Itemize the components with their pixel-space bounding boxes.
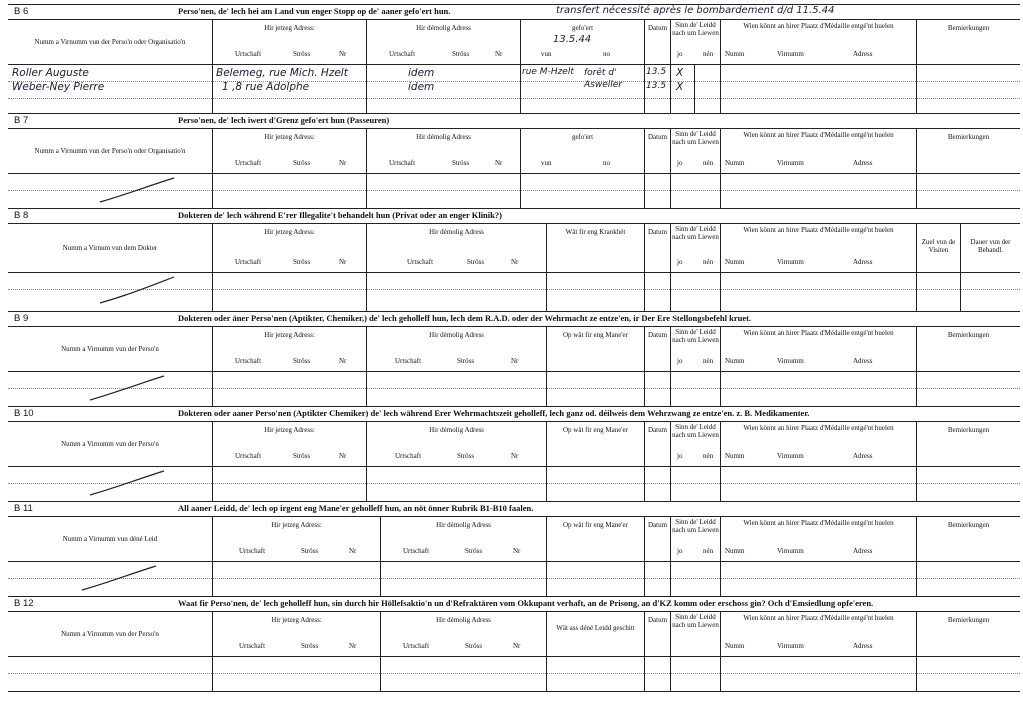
nr-label: Nr: [513, 547, 521, 555]
remarks-header: Bemierkungen: [947, 521, 990, 529]
demolished-address-header: Hir démolig Adress: [416, 133, 471, 141]
current-address-header: Hir jetzeg Adress:: [271, 521, 322, 529]
date-header: Datum: [647, 228, 668, 236]
manner-header: Op wät fir eng Mane'er: [562, 331, 628, 339]
medal-header: Wien könnt an hirer Plaatz d'Médaille entgé'nt huelen: [743, 329, 894, 337]
transported-header: gefo'ert: [571, 24, 594, 32]
nr-label: Nr: [339, 452, 347, 460]
no-label: nén: [703, 50, 714, 58]
virnumm-label: Virnumm: [777, 547, 804, 555]
section-id: B 7: [14, 115, 29, 126]
date-header: Datum: [647, 426, 668, 434]
demolished-address-header: Hir démolig Adress: [429, 331, 484, 339]
remarks-header: Bemierkungen: [947, 24, 990, 32]
adress-label: Adress: [853, 258, 873, 266]
section-b10: [8, 406, 1020, 501]
entry-to: forêt d' Asweiler: [584, 68, 622, 90]
urtschaft-label: Urtschaft: [235, 50, 262, 58]
section-id: B 11: [14, 503, 33, 514]
numm-label: Numm: [725, 642, 745, 650]
virnumm-label: Virnumm: [777, 642, 804, 650]
nr-label: Nr: [511, 452, 519, 460]
no-label: nén: [703, 159, 714, 167]
strike-through-line: [88, 469, 168, 497]
name-column-header: Numm a Virnumm vun der Perso'n: [61, 440, 159, 448]
section-b6: [8, 4, 1020, 113]
stross-label: Ströss: [293, 452, 311, 460]
entry-current-address: Belemeg, rue Mich. Hzelt: [216, 67, 348, 79]
urtschaft-label: Urtschaft: [403, 642, 430, 650]
section-title: Dokteren oder äner Perso'nen (Aptikter, Chemiker,) de' lech geholleff hun, lech dem R.A.D. oder der Wehrmacht ze entze'en, ir Der Ere Stellongsbefehl kruet.: [178, 313, 752, 323]
strike-through-line: [88, 374, 168, 402]
entry-date: 13.5: [646, 81, 667, 91]
no-label: nén: [703, 357, 714, 365]
section-b12: [8, 596, 1020, 692]
numm-label: Numm: [725, 357, 745, 365]
entry-demolig: idem: [408, 81, 435, 93]
demolished-address-header: Hir démolig Adress: [416, 24, 471, 32]
name-column-header: Numm a Virnumm vun der Perso'n: [61, 630, 159, 638]
sense-header: Sinn de' Leidd nach um Liewen: [672, 225, 719, 241]
demolished-address-header: Hir démolig Adress: [436, 616, 491, 624]
transported-header: gefo'ert: [571, 133, 594, 141]
handwritten-annotation: transfert nécessité après le bombardement d/d 11.5.44: [556, 5, 835, 16]
nr-label: Nr: [339, 159, 347, 167]
entry-date: 13.5: [646, 67, 667, 77]
date-header: Datum: [647, 24, 668, 32]
strike-through-line: [98, 176, 178, 204]
stross-label: Ströss: [301, 547, 319, 555]
section-title: Dokteren oder aaner Perso'nen (Aptikter Chemiker) de' lech während Erer Wehrmachtszeit geholleff, lech ganz od. déilweis dem Wehrzwang ze entze'en. z. B. Medikamenter.: [178, 408, 810, 418]
section-id: B 8: [14, 210, 29, 221]
section-b7: [8, 113, 1020, 208]
nr-label: Nr: [511, 258, 519, 266]
medal-header: Wien könnt an hirer Plaatz d'Médaille entgé'nt huelen: [743, 226, 894, 234]
stross-label: Ströss: [293, 159, 311, 167]
sense-header: Sinn de' Leidd nach um Liewen: [672, 21, 719, 37]
what-happened-header: Wät ass déné Leidd geschitt: [556, 624, 635, 632]
medal-header: Wien könnt an hirer Plaatz d'Médaille entgé'nt huelen: [743, 519, 894, 527]
nr-label: Nr: [513, 642, 521, 650]
nr-label: Nr: [349, 547, 357, 555]
name-column-header: Numm a Virnumm vun der Perso'n oder Organisatio'n: [34, 147, 186, 155]
demolished-address-header: Hir démolig Adress: [429, 426, 484, 434]
nr-label: Nr: [511, 357, 519, 365]
urtschaft-label: Urtschaft: [389, 159, 416, 167]
current-address-header: Hir jetzeg Adress:: [264, 331, 315, 339]
numm-label: Numm: [725, 50, 745, 58]
date-header: Datum: [647, 133, 668, 141]
urtschaft-label: Urtschaft: [395, 452, 422, 460]
stross-label: Ströss: [465, 642, 483, 650]
sense-header: Sinn de' Leidd nach um Liewen: [672, 518, 719, 534]
sense-header: Sinn de' Leidd nach um Liewen: [672, 613, 719, 629]
demolished-address-header: Hir démolig Adress: [429, 228, 484, 236]
stross-label: Ströss: [465, 547, 483, 555]
section-title: Perso'nen, de' lech hei am Land vun enger Stopp op de' aaner gefo'ert hun.: [178, 6, 451, 16]
section-title: All aaner Leidd, de' lech op irgent eng Mane'er geholleff hun, an nöt önner Rubrik B1-B10 faalen.: [178, 503, 534, 513]
form-sheet: [8, 4, 1020, 692]
stross-label: Ströss: [293, 258, 311, 266]
remarks-header: Bemierkungen: [947, 331, 990, 339]
section-title: Dokteren de' lech während E'rer Illegalite't behandelt hun (Privat oder an enger Klinik?): [178, 210, 502, 220]
numm-label: Numm: [725, 159, 745, 167]
stross-label: Ströss: [301, 642, 319, 650]
entry-name: Weber-Ney Pierre: [12, 81, 105, 93]
strike-through-line: [80, 564, 160, 592]
virnumm-label: Virnumm: [777, 50, 804, 58]
no-label: nén: [703, 452, 714, 460]
adress-label: Adress: [853, 452, 873, 460]
name-column-header: Numm a Virnumm vun der Perso'n oder Organisatio'n: [34, 38, 186, 46]
adress-label: Adress: [853, 50, 873, 58]
to-label: no: [603, 159, 610, 167]
virnumm-label: Virnumm: [777, 452, 804, 460]
yes-label: jo: [677, 258, 683, 266]
current-address-header: Hir jetzeg Adress:: [264, 24, 315, 32]
yes-label: jo: [677, 50, 683, 58]
yes-label: jo: [677, 357, 683, 365]
urtschaft-label: Urtschaft: [235, 357, 262, 365]
entry-from: rue M-Hzelt: [522, 67, 574, 77]
entry-demolig: idem: [408, 67, 435, 79]
remarks-header: Bemierkungen: [947, 133, 990, 141]
no-label: nén: [703, 258, 714, 266]
handwritten-date: 13.5.44: [553, 34, 592, 45]
numm-label: Numm: [725, 452, 745, 460]
yes-label: jo: [677, 452, 683, 460]
virnumm-label: Virnumm: [777, 357, 804, 365]
adress-label: Adress: [853, 642, 873, 650]
current-address-header: Hir jetzeg Adress:: [264, 426, 315, 434]
demolished-address-header: Hir démolig Adress: [436, 521, 491, 529]
stross-label: Ströss: [457, 452, 475, 460]
entry-current-address: 1 ,8 rue Adolphe: [222, 81, 310, 93]
nr-label: Nr: [495, 50, 503, 58]
section-title: Perso'nen, de' lech iwert d'Grenz gefo'ert hun (Passeuren): [178, 115, 390, 125]
nr-label: Nr: [349, 642, 357, 650]
urtschaft-label: Urtschaft: [389, 50, 416, 58]
current-address-header: Hir jetzeg Adress:: [271, 616, 322, 624]
stross-label: Ströss: [452, 159, 470, 167]
name-column-header: Numm a Virnum vun dem Dokter: [62, 244, 158, 252]
medal-header: Wien könnt an hirer Plaatz d'Médaille entgé'nt huelen: [743, 424, 894, 432]
urtschaft-label: Urtschaft: [235, 159, 262, 167]
medal-header: Wien könnt an hirer Plaatz d'Médaille entgé'nt huelen: [743, 614, 894, 622]
stross-label: Ströss: [457, 357, 475, 365]
section-id: B 10: [14, 408, 34, 419]
nr-label: Nr: [495, 159, 503, 167]
strike-through-line: [98, 275, 178, 305]
yes-label: jo: [677, 159, 683, 167]
to-label: no: [603, 50, 610, 58]
stross-label: Ströss: [293, 50, 311, 58]
duration-header: Dauer vun der Behandl.: [970, 238, 1011, 254]
urtschaft-label: Urtschaft: [239, 547, 266, 555]
current-address-header: Hir jetzeg Adress:: [264, 133, 315, 141]
virnumm-label: Virnumm: [777, 258, 804, 266]
urtschaft-label: Urtschaft: [239, 642, 266, 650]
virnumm-label: Virnumm: [777, 159, 804, 167]
section-id: B 6: [14, 6, 29, 17]
nr-label: Nr: [339, 357, 347, 365]
stross-label: Ströss: [452, 50, 470, 58]
stross-label: Ströss: [293, 357, 311, 365]
entry-mark: X: [676, 81, 684, 93]
remarks-header: Bemierkungen: [947, 426, 990, 434]
name-column-header: Numm a Virnumm vun déné Leid: [62, 535, 158, 543]
section-b11: [8, 501, 1020, 596]
yes-label: jo: [677, 547, 683, 555]
illness-header: Wät fir eng Krankhét: [565, 228, 626, 236]
date-header: Datum: [647, 616, 668, 624]
adress-label: Adress: [853, 357, 873, 365]
numm-label: Numm: [725, 258, 745, 266]
manner-header: Op wät fir eng Mane'er: [562, 426, 628, 434]
urtschaft-label: Urtschaft: [395, 357, 422, 365]
date-header: Datum: [647, 521, 668, 529]
from-label: vun: [541, 50, 552, 58]
sense-header: Sinn de' Leidd nach um Liewen: [672, 423, 719, 439]
entry-mark: X: [676, 67, 684, 79]
manner-header: Op wät fir eng Mane'er: [562, 521, 628, 529]
name-column-header: Numm a Virnumm vun der Perso'n: [61, 345, 159, 353]
urtschaft-label: Urtschaft: [407, 258, 434, 266]
medal-header: Wien könnt an hirer Plaatz d'Médaille entgé'nt huelen: [743, 22, 894, 30]
sense-header: Sinn de' Leidd nach um Liewen: [672, 328, 719, 344]
stross-label: Ströss: [467, 258, 485, 266]
entry-name: Roller Auguste: [12, 67, 89, 79]
section-b9: [8, 311, 1020, 406]
section-id: B 12: [14, 598, 34, 609]
urtschaft-label: Urtschaft: [403, 547, 430, 555]
medal-header: Wien könnt an hirer Plaatz d'Médaille entgé'nt huelen: [743, 131, 894, 139]
no-label: nén: [703, 547, 714, 555]
section-b8: [8, 208, 1020, 311]
nr-label: Nr: [339, 258, 347, 266]
remarks-header: Bemierkungen: [947, 616, 990, 624]
section-id: B 9: [14, 313, 29, 324]
urtschaft-label: Urtschaft: [235, 452, 262, 460]
urtschaft-label: Urtschaft: [235, 258, 262, 266]
adress-label: Adress: [853, 159, 873, 167]
visits-header: Zuel vun de Visiten: [921, 238, 956, 254]
nr-label: Nr: [339, 50, 347, 58]
sense-header: Sinn de' Leidd nach um Liewen: [672, 130, 719, 146]
section-title: Waat fir Perso'nen, de' lech geholleff hun, sin durch hir Höllefsaktio'n un d'Refraktären vom Okkupant verhaft, an de Prisong, an d'KZ komm oder erschoss gin? Och d'Emsiedlung opfe'eren.: [178, 598, 874, 608]
numm-label: Numm: [725, 547, 745, 555]
adress-label: Adress: [853, 547, 873, 555]
from-label: vun: [541, 159, 552, 167]
date-header: Datum: [647, 331, 668, 339]
current-address-header: Hir jetzeg Adress:: [264, 228, 315, 236]
